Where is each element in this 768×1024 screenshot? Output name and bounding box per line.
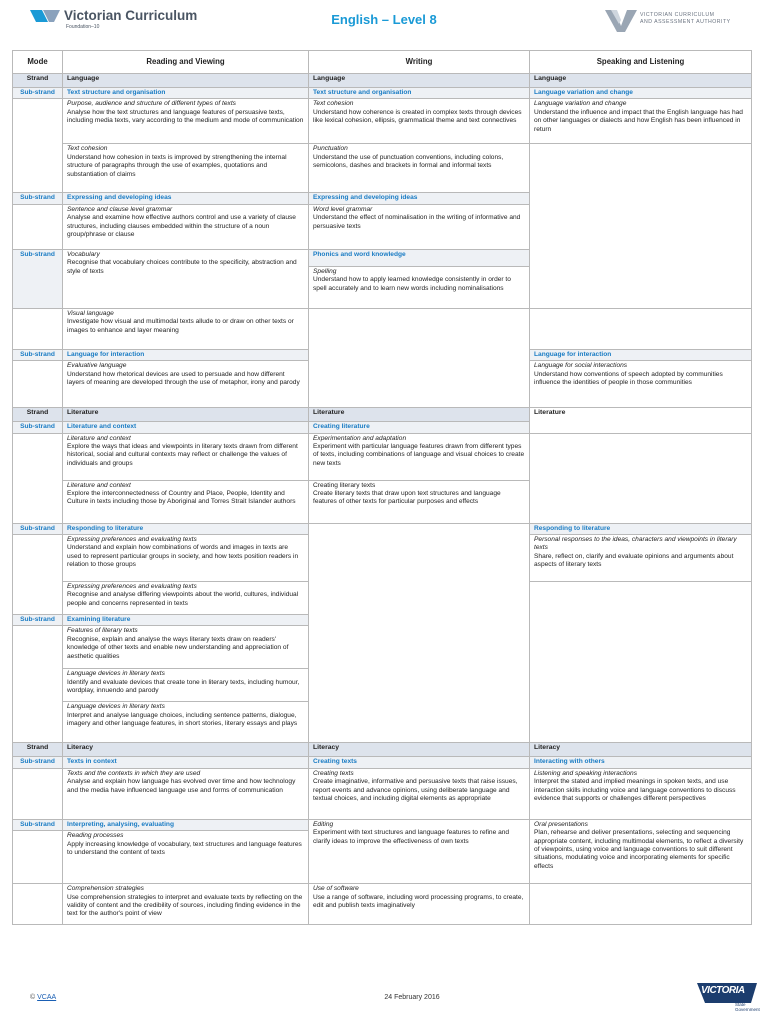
- table-row: [13, 523, 752, 534]
- content-title: Vocabulary: [67, 250, 100, 258]
- content-title: Literature and context: [67, 481, 131, 489]
- mode-cell: [13, 535, 63, 615]
- content-text: Create literary texts that draw upon text structures and language features of other texts for particular purposes and effects: [313, 490, 501, 506]
- substrand-writing: Text structure and organisation: [309, 88, 530, 99]
- content-text: Understand how coherence is created in complex texts through devices like lexical cohesion, ellipsis, grammatical theme and text connectives: [313, 108, 522, 125]
- table-row: [13, 819, 752, 830]
- substrand-label: Sub-strand: [13, 349, 63, 360]
- substrand-reading: Texts in context: [63, 757, 309, 768]
- substrand-label: Sub-strand: [13, 523, 63, 534]
- content-title: Reading processes: [67, 832, 124, 840]
- content-cell: [309, 433, 530, 480]
- mode-cell: [13, 626, 63, 743]
- substrand-label: Sub-strand: [13, 249, 63, 308]
- mode-cell: [13, 884, 63, 925]
- content-text: Understand how cohesion in texts is improved by strengthening the internal structure of paragraphs through the use of examples, quotations and substantiation of claims: [67, 153, 287, 178]
- content-title: Comprehension strategies: [67, 885, 144, 893]
- content-title: Texts and the contexts in which they are used: [67, 769, 201, 777]
- content-cell: [309, 99, 530, 144]
- content-title: Purpose, audience and structure of different types of texts: [67, 100, 236, 108]
- strand-reading: Literature: [63, 408, 309, 422]
- substrand-label: Sub-strand: [13, 88, 63, 99]
- curriculum-table: [12, 50, 752, 925]
- page-title: English – Level 8: [331, 12, 437, 27]
- substrand-reading: Literature and context: [63, 422, 309, 433]
- substrand-label: Sub-strand: [13, 615, 63, 626]
- content-cell: [63, 768, 309, 819]
- content-text: Understand how to apply learned knowledge consistently in order to spell accurately and to learn new words including nominalisations: [313, 276, 511, 292]
- content-cell: [63, 249, 309, 308]
- content-cell: [63, 480, 309, 523]
- brand-sub: Foundation–10: [66, 24, 100, 30]
- table-row: [13, 308, 752, 349]
- content-title: Sentence and clause level grammar: [67, 205, 173, 213]
- content-text: Interpret the stated and implied meanings in spoken texts, and use interaction skills including voice and language conventions to discuss evidence that supports or challenges different perspectives: [534, 778, 736, 803]
- content-title: Text cohesion: [67, 145, 108, 153]
- mode-cell: [13, 361, 63, 408]
- substrand-label: Sub-strand: [13, 819, 63, 830]
- strand-speaking: Literature: [530, 408, 752, 433]
- content-title: Expressing preferences and evaluating texts: [67, 583, 197, 591]
- content-title: Spelling: [313, 267, 337, 275]
- content-text: Recognise, explain and analyse the ways literary texts draw on readers' knowledge of other texts and enable new understanding and appreciation of aesthetic qualities: [67, 635, 289, 660]
- content-text: Analyse and examine how effective authors control and use a variety of clause structures, including clauses embedded within the structure of a noun group/phrase or clause: [67, 214, 296, 239]
- mode-cell: [13, 433, 63, 523]
- vcaa-link[interactable]: VCAA: [37, 994, 57, 1001]
- strand-reading: Language: [63, 74, 309, 88]
- strand-label: Strand: [13, 743, 63, 757]
- content-title: Experimentation and adaptation: [313, 434, 407, 442]
- strand-row-language: [13, 74, 752, 88]
- authority-line-2: AND ASSESSMENT AUTHORITY: [640, 19, 731, 25]
- substrand-reading: Responding to literature: [63, 523, 309, 534]
- empty-cell: [530, 144, 752, 308]
- content-text: Understand and explain how combinations of words and images in texts are used to represent particular groups in society, and how texts position readers in relation to those groups: [67, 544, 299, 569]
- content-text: Recognise that vocabulary choices contribute to the specificity, abstraction and style of texts: [67, 259, 297, 275]
- content-cell: [63, 831, 309, 884]
- strand-writing: Language: [309, 74, 530, 88]
- content-text: Use a range of software, including word processing programs, to create, edit and publish texts imaginatively: [313, 893, 524, 910]
- content-cell: [530, 535, 752, 582]
- content-cell: [63, 702, 309, 743]
- content-title: Punctuation: [313, 145, 348, 153]
- substrand-speaking: Language variation and change: [530, 88, 752, 99]
- mode-cell: [13, 204, 63, 249]
- content-text: Experiment with text structures and language features to refine and clarify ideas to improve the effectiveness of own texts: [313, 829, 510, 845]
- empty-cell: [530, 884, 752, 925]
- empty-cell: [530, 433, 752, 523]
- victoria-wordmark: VICTORIA: [701, 985, 745, 996]
- strand-reading: Literacy: [63, 743, 309, 757]
- content-title: Listening and speaking interactions: [534, 769, 638, 777]
- vcaa-logo: [605, 8, 745, 32]
- substrand-speaking: Interacting with others: [530, 757, 752, 768]
- empty-cell: [530, 582, 752, 743]
- content-text: Analyse how the text structures and language features of persuasive texts, including media texts, vary according to the medium and mode of communication: [67, 108, 304, 125]
- content-cell: [530, 361, 752, 408]
- substrand-reading: Expressing and developing ideas: [63, 193, 309, 204]
- content-title: Use of software: [313, 885, 359, 893]
- substrand-writing: Phonics and word knowledge: [309, 249, 530, 266]
- empty-cell: [309, 308, 530, 407]
- victoria-government-logo: [697, 983, 760, 1015]
- content-cell: [309, 204, 530, 249]
- strand-writing: Literature: [309, 408, 530, 422]
- strand-speaking: Language: [530, 74, 752, 88]
- strand-label: Strand: [13, 74, 63, 88]
- content-title: Language devices in literary texts: [67, 670, 165, 678]
- strand-writing: Literacy: [309, 743, 530, 757]
- content-text: Investigate how visual and multimodal texts allude to or draw on other texts or images to enhance and layer meaning: [67, 318, 294, 334]
- strand-row-literacy: [13, 743, 752, 757]
- content-title: Language devices in literary texts: [67, 703, 165, 711]
- content-cell: [63, 361, 309, 408]
- content-text: Understand the influence and impact that the English language has had on other languages or dialects and how English has been influenced in return: [534, 108, 743, 133]
- empty-cell: [530, 308, 752, 349]
- content-cell: [63, 626, 309, 669]
- substrand-reading: Text structure and organisation: [63, 88, 309, 99]
- content-cell: [63, 204, 309, 249]
- content-text: Identify and evaluate devices that create tone in literary texts, including humour, wordplay, innuendo and parody: [67, 678, 300, 695]
- content-title: Text cohesion: [313, 100, 354, 108]
- content-text: Explore the ways that ideas and viewpoints in literary texts drawn from different historical, social and cultural contexts may reflect or challenge the values of individuals and groups: [67, 443, 298, 467]
- footer-date: 24 February 2016: [384, 994, 440, 1001]
- table-header-row: [13, 51, 752, 74]
- table-row: [13, 884, 752, 925]
- content-cell: [63, 535, 309, 582]
- state-government-text: [735, 1002, 760, 1012]
- brand-name: Victorian Curriculum: [64, 8, 198, 23]
- content-cell: [309, 819, 530, 883]
- content-cell: [530, 768, 752, 819]
- content-title: Expressing preferences and evaluating texts: [67, 536, 197, 544]
- content-cell: [63, 884, 309, 925]
- table-row: [13, 144, 752, 193]
- substrand-reading: Language for interaction: [63, 349, 309, 360]
- content-title: Creating literary texts: [313, 481, 376, 489]
- table-row: [13, 433, 752, 480]
- content-title: Literature and context: [67, 434, 131, 442]
- state-line: State: [735, 1002, 746, 1007]
- strand-row-literature: [13, 408, 752, 422]
- content-cell: [309, 480, 530, 523]
- content-cell: [63, 308, 309, 349]
- mode-cell: [13, 768, 63, 819]
- mode-cell: [13, 308, 63, 349]
- content-cell: [309, 144, 530, 193]
- col-header-mode: Mode: [13, 51, 63, 74]
- empty-cell: [309, 523, 530, 743]
- content-cell: [63, 582, 309, 615]
- table-row: [13, 757, 752, 768]
- content-cell: [530, 99, 752, 144]
- content-cell: [63, 669, 309, 702]
- content-text: Understand the effect of nominalisation in the writing of informative and persuasive texts: [313, 214, 521, 230]
- strand-label: Strand: [13, 408, 63, 422]
- government-line: Government: [735, 1007, 760, 1012]
- content-cell: [63, 144, 309, 193]
- content-title: Language for social interactions: [534, 362, 628, 370]
- content-text: Apply increasing knowledge of vocabulary, text structures and language features to understand the content of texts: [67, 840, 302, 857]
- copyright-symbol: ©: [30, 994, 36, 1001]
- substrand-reading: Examining literature: [63, 615, 309, 626]
- substrand-label: Sub-strand: [13, 422, 63, 433]
- content-text: Understand how conventions of speech adopted by communities influence the identities of people in those communities: [534, 370, 723, 387]
- content-text: Experiment with particular language features drawn from different types of texts, including combinations of language and visual choices to create new texts: [313, 443, 525, 467]
- content-title: Creating texts: [313, 769, 354, 777]
- strand-speaking: Literacy: [530, 743, 752, 757]
- substrand-speaking: Responding to literature: [530, 523, 752, 534]
- content-text: Share, reflect on, clarify and evaluate opinions and arguments about aspects of literary texts: [534, 552, 734, 569]
- substrand-writing: Creating literature: [309, 422, 530, 433]
- content-text: Understand the use of punctuation conventions, including colons, semicolons, dashes and brackets in formal and informal texts: [313, 153, 504, 170]
- content-title: Word level grammar: [313, 205, 373, 213]
- content-cell: [63, 99, 309, 144]
- substrand-writing: Creating texts: [309, 757, 530, 768]
- col-header-speaking: Speaking and Listening: [530, 51, 752, 74]
- substrand-label: Sub-strand: [13, 757, 63, 768]
- content-title: Evaluative language: [67, 362, 127, 370]
- col-header-writing: Writing: [309, 51, 530, 74]
- content-text: Use comprehension strategies to interpret and evaluate texts by reflecting on the validity of content and the credibility of sources, including finding evidence in the text for the author's point of view: [67, 893, 303, 918]
- content-title: Personal responses to the ideas, characters and viewpoints in literary texts: [534, 536, 737, 552]
- content-title: Visual language: [67, 309, 114, 317]
- content-cell: [530, 819, 752, 883]
- content-text: Create imaginative, informative and persuasive texts that raise issues, report events and advance opinions, using deliberate language and textual choices, and including digital elements as appropriate: [313, 778, 518, 803]
- authority-line-1: VICTORIAN CURRICULUM: [640, 12, 715, 18]
- substrand-reading: Interpreting, analysing, evaluating: [63, 819, 309, 830]
- substrand-speaking: Language for interaction: [530, 349, 752, 360]
- table-row: [13, 88, 752, 99]
- vcaa-v-icon: [605, 8, 637, 32]
- content-title: Editing: [313, 820, 334, 828]
- substrand-label: Sub-strand: [13, 193, 63, 204]
- col-header-reading: Reading and Viewing: [63, 51, 309, 74]
- content-text: Explore the interconnectedness of Country and Place, People, Identity and Culture in texts including those by Aboriginal and Torres Strait Islander authors: [67, 490, 296, 506]
- content-cell: [309, 768, 530, 819]
- content-cell: [309, 884, 530, 925]
- mode-cell: [13, 831, 63, 884]
- content-title: Oral presentations: [534, 820, 588, 828]
- table-row: [13, 99, 752, 144]
- content-cell: [309, 266, 530, 308]
- content-text: Recognise and analyse differing viewpoints about the world, cultures, individual people and concerns represented in texts: [67, 591, 299, 607]
- content-title: Features of literary texts: [67, 627, 138, 635]
- content-title: Language variation and change: [534, 100, 627, 108]
- table-row: [13, 768, 752, 819]
- authority-name: [640, 12, 731, 26]
- page-header: [0, 0, 768, 44]
- substrand-writing: Expressing and developing ideas: [309, 193, 530, 204]
- content-text: Plan, rehearse and deliver presentations, selecting and sequencing appropriate content, including multimodal elements, to reflect a diversity of viewpoints, using voice and language conventions to suit different situations, modulating voice and incorporating elements for specific effects: [534, 829, 744, 870]
- content-cell: [63, 433, 309, 480]
- content-text: Interpret and analyse language choices, including sentence patterns, dialogue, imagery and other language features, in short stories, literary essays and plays: [67, 711, 298, 728]
- content-text: Understand how rhetorical devices are used to persuade and how different layers of meaning are developed through the use of metaphor, irony and parody: [67, 370, 300, 387]
- content-text: Analyse and explain how language has evolved over time and how technology and the media have influenced language use and forms of communication: [67, 778, 296, 794]
- mode-cell: [13, 99, 63, 193]
